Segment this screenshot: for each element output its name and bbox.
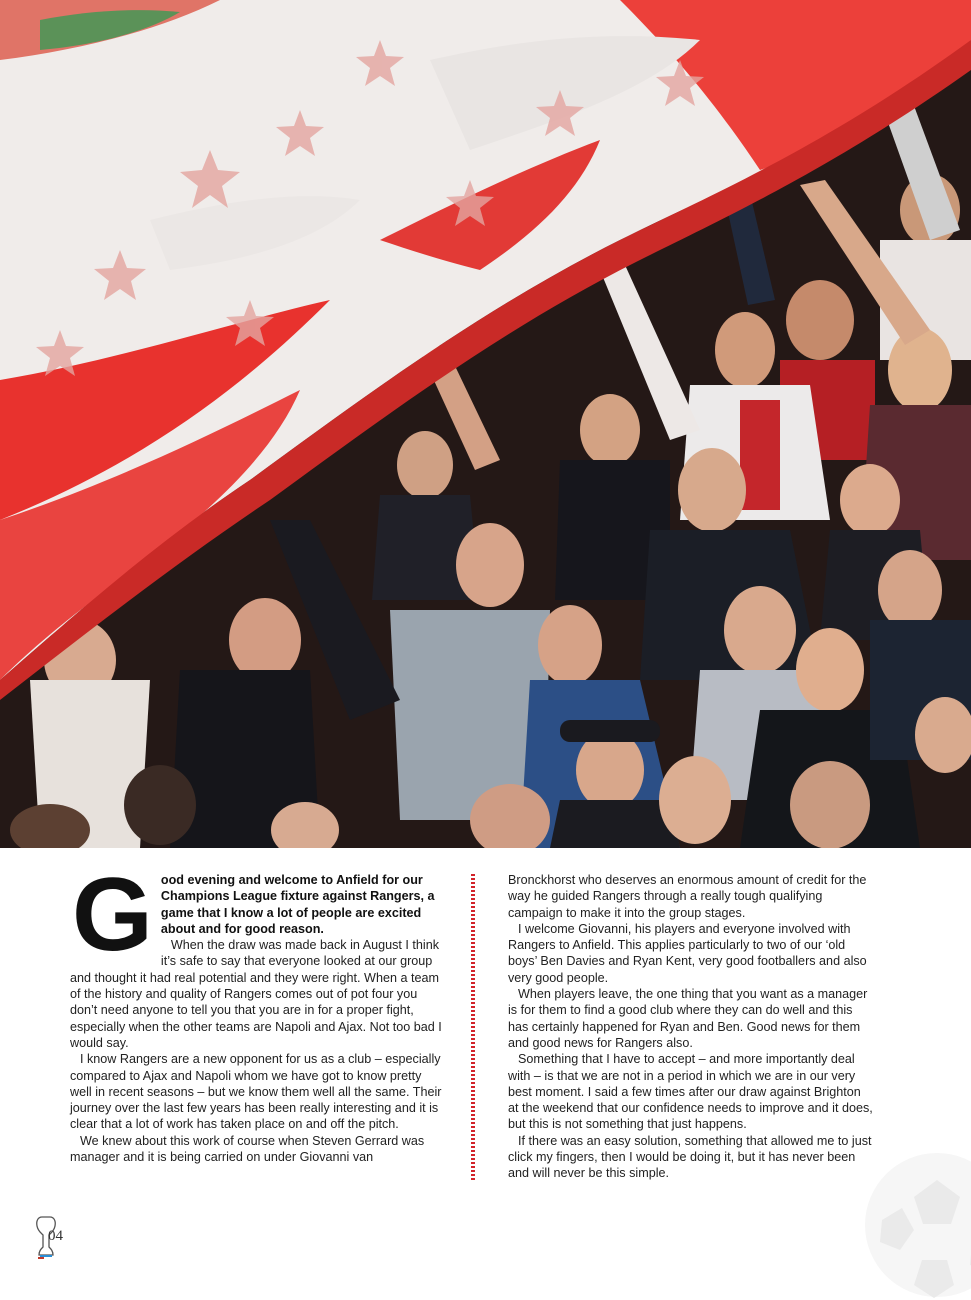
- body-paragraph: When players leave, the one thing that you want as a manager is for them to find a good club where they can do well and this has certainly happened for Ryan and Ben. Good news for them and good news for Rangers also.: [508, 987, 868, 1050]
- intro-paragraph: [70, 857, 442, 973]
- body-paragraph: Something that I have to accept – and more importantly deal with – is that we are not in a period in which we are in our very best moment. I said a few times after our draw against Brighton at the weekend that our confidence needs to improve and it does, but this is not something that just happens.: [508, 1052, 873, 1132]
- football-watermark-icon: [862, 1150, 971, 1300]
- article-column-right: [508, 872, 874, 1182]
- body-paragraph: We knew about this work of course when Steven Gerrard was manager and it is being carried on under Giovanni van: [70, 1133, 425, 1165]
- column-divider: [471, 874, 475, 1182]
- drop-cap: G: [72, 857, 153, 973]
- body-paragraph-continued: Bronckhorst who deserves an enormous amount of credit for the way he guided Rangers through a really tough qualifying campaign to make it into the group stages.: [508, 873, 867, 920]
- page-number: 04: [48, 1228, 63, 1244]
- lead-text: ood evening and welcome to Anfield for our Champions League fixture against Rangers, a game that I know a lot of people are excited about and for good reason.: [160, 873, 435, 936]
- body-paragraph: I know Rangers are a new opponent for us as a club – especially compared to Ajax and Napoli whom we have got to know pretty well in recent seasons – but we know them well all the same. Their journey over the last few years has been really interesting and it is clear that a lot of work has taken place on and off the pitch.: [70, 1052, 442, 1132]
- body-paragraph: If there was an easy solution, something that allowed me to just click my fingers, then I would be doing it, but it has never been and will never be this simple.: [508, 1133, 872, 1181]
- body-paragraph: When the draw was made back in August I think it’s safe to say that everyone looked at our group and thought it had real potential and they were right. When a team of the history and quality of Rangers comes out of pot four you don’t need anyone to tell you that you are in for a proper fight, especially when the other teams are Napoli and Ajax. Not too bad I would say.: [70, 938, 442, 1050]
- article-column-left: [70, 857, 442, 1165]
- body-paragraph: I welcome Giovanni, his players and everyone involved with Rangers to Anfield. This applies particularly to two of our ‘old boys’ Ben Davies and Ryan Kent, very good footballers and also very good people.: [508, 921, 867, 985]
